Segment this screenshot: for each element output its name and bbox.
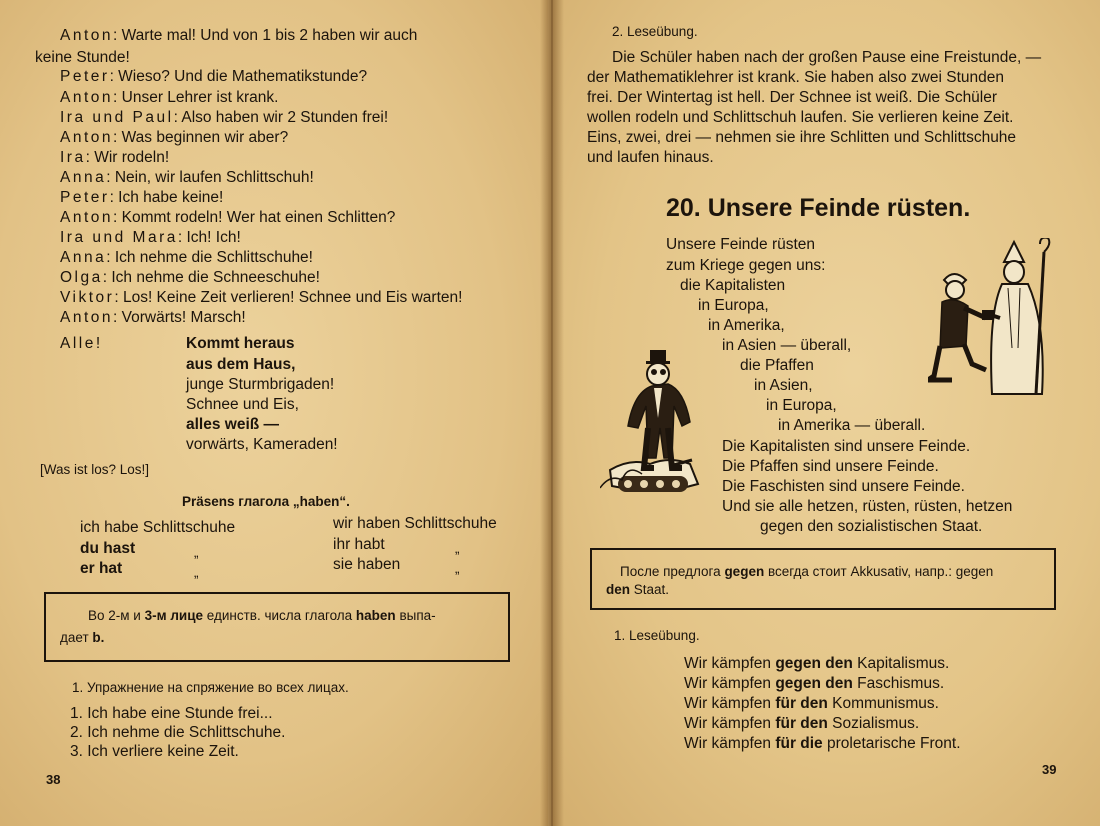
poem-line: in Europa, <box>766 397 837 414</box>
poem-line: die Kapitalisten <box>680 277 786 294</box>
poem-line: in Amerika — überall. <box>778 417 926 434</box>
bishop-icon <box>988 238 1049 394</box>
reading-line: frei. Der Wintertag ist hell. Der Schnee ist weiß. Die Schüler <box>587 89 998 106</box>
exercise-item: 2. Ich nehme die Schlittschuhe. <box>70 724 286 741</box>
exercise-item: 1. Ich habe eine Stunde frei... <box>70 705 273 722</box>
ditto-mark: „ <box>194 565 199 580</box>
conjugation-cell: sie haben <box>333 556 401 573</box>
dialogue-line: Anton: Warte mal! Und von 1 bis 2 haben wir auch <box>60 27 418 44</box>
reading-line: Wir kämpfen für den Sozialismus. <box>684 715 920 732</box>
dialogue-line: Anton: Kommt rodeln! Wer hat einen Schlitten? <box>60 209 396 226</box>
reading-line: Eins, zwei, drei — nehmen sie ihre Schlitten und Schlittschuhe <box>587 129 1017 146</box>
poem-line: in Amerika, <box>708 317 785 334</box>
chorus-speaker: Alle! <box>60 335 103 352</box>
conjugation-cell: er hat <box>80 560 123 577</box>
dialogue-line: Anton: Vorwärts! Marsch! <box>60 309 246 326</box>
grammar-note-box <box>44 592 510 662</box>
reading-title: 1. Leseübung. <box>614 628 700 643</box>
chorus-line: alles weiß — <box>186 416 280 433</box>
reading-line: Wir kämpfen gegen den Faschismus. <box>684 675 945 692</box>
exercise-item: 3. Ich verliere keine Zeit. <box>70 743 239 760</box>
poem-line: in Asien, <box>754 377 813 394</box>
grammar-note-box <box>590 548 1056 610</box>
grammar-note-line: den Staat. <box>606 582 670 597</box>
chorus-line: aus dem Haus, <box>186 356 296 373</box>
right-page <box>552 0 1100 826</box>
chorus-line: Schnee und Eis, <box>186 396 299 413</box>
conjugation-cell: wir haben Schlittschuhe <box>333 515 497 532</box>
dialogue-line: Anna: Nein, wir laufen Schlittschuh! <box>60 169 314 186</box>
page-number: 39 <box>1042 762 1057 777</box>
reading-line: Die Schüler haben nach der großen Pause eine Freistunde, — <box>612 49 1042 66</box>
ditto-mark: „ <box>194 545 199 560</box>
dialogue-line: Peter: Wieso? Und die Mathematikstunde? <box>60 68 368 85</box>
exercise-title: 1. Упражнение на спряжение во всех лицах. <box>72 680 349 695</box>
ditto-mark: „ <box>455 541 460 556</box>
reading-line: Wir kämpfen für den Kommunismus. <box>684 695 939 712</box>
dialogue-line: keine Stunde! <box>35 49 130 66</box>
dialogue-line: Ira: Wir rodeln! <box>60 149 170 166</box>
reading-line: Wir kämpfen gegen den Kapitalismus. <box>684 655 950 672</box>
page-number: 38 <box>46 772 61 787</box>
reading-title: 2. Leseübung. <box>612 24 698 39</box>
chorus-line: Kommt heraus <box>186 335 295 352</box>
dialogue-line: Peter: Ich habe keine! <box>60 189 224 206</box>
reading-line: Wir kämpfen für die proletarische Front. <box>684 735 961 752</box>
poem-line: Unsere Feinde rüsten <box>666 236 816 253</box>
dialogue-line: Anna: Ich nehme die Schlittschuhe! <box>60 249 313 266</box>
poem-line: zum Kriege gegen uns: <box>666 257 826 274</box>
reading-line: und laufen hinaus. <box>587 149 714 166</box>
dialogue-line: Ira und Mara: Ich! Ich! <box>60 229 241 246</box>
chorus-line: vorwärts, Kameraden! <box>186 436 338 453</box>
conjugation-cell: ihr habt <box>333 536 385 553</box>
chorus-line: junge Sturmbrigaden! <box>186 376 335 393</box>
poem-line: Die Pfaffen sind unsere Feinde. <box>722 458 939 475</box>
ditto-mark: „ <box>455 561 460 576</box>
capitalist-with-gasmask-icon <box>600 348 730 510</box>
reading-line: wollen rodeln und Schlittschuh laufen. Sie verlieren keine Zeit. <box>587 109 1014 126</box>
conjugation-cell: du hast <box>80 540 136 557</box>
section-title: 20. Unsere Feinde rüsten. <box>666 194 971 222</box>
dialogue-line: Anton: Was beginnen wir aber? <box>60 129 289 146</box>
poem-line: in Europa, <box>698 297 769 314</box>
tank-icon <box>600 460 698 492</box>
dialogue-line: Anton: Unser Lehrer ist krank. <box>60 89 279 106</box>
conjugation-cell: ich habe Schlittschuhe <box>80 519 236 536</box>
reading-line: der Mathematiklehrer ist krank. Sie haben also zwei Stunden <box>587 69 1004 86</box>
grammar-note-line: После предлога gegen всегда стоит Akkusativ, напр.: gegen <box>620 564 994 579</box>
poem-line: Und sie alle hetzen, rüsten, rüsten, hetzen <box>722 498 1013 515</box>
grammar-note-line: Во 2-м и 3-м лице единств. числа глагола haben выпа- <box>88 608 436 623</box>
aside-text: [Was ist los? Los!] <box>40 462 150 477</box>
poem-line: Die Kapitalisten sind unsere Feinde. <box>722 438 971 455</box>
conjugation-title: Präsens глагола „haben“. <box>182 494 350 509</box>
book-gutter <box>540 0 564 826</box>
poem-line: gegen den sozialistischen Staat. <box>760 518 983 535</box>
left-page <box>0 0 548 826</box>
dialogue-line: Ira und Paul: Also haben wir 2 Stunden frei! <box>60 109 389 126</box>
grammar-note-line: дает b. <box>60 630 105 645</box>
poem-line: in Asien — überall, <box>722 337 852 354</box>
poem-line: Die Faschisten sind unsere Feinde. <box>722 478 965 495</box>
dialogue-line: Viktor: Los! Keine Zeit verlieren! Schnee und Eis warten! <box>60 289 463 306</box>
poem-line: die Pfaffen <box>740 357 814 374</box>
dialogue-line: Olga: Ich nehme die Schneeschuhe! <box>60 269 320 286</box>
soldier-kneeling-icon <box>928 238 1060 402</box>
